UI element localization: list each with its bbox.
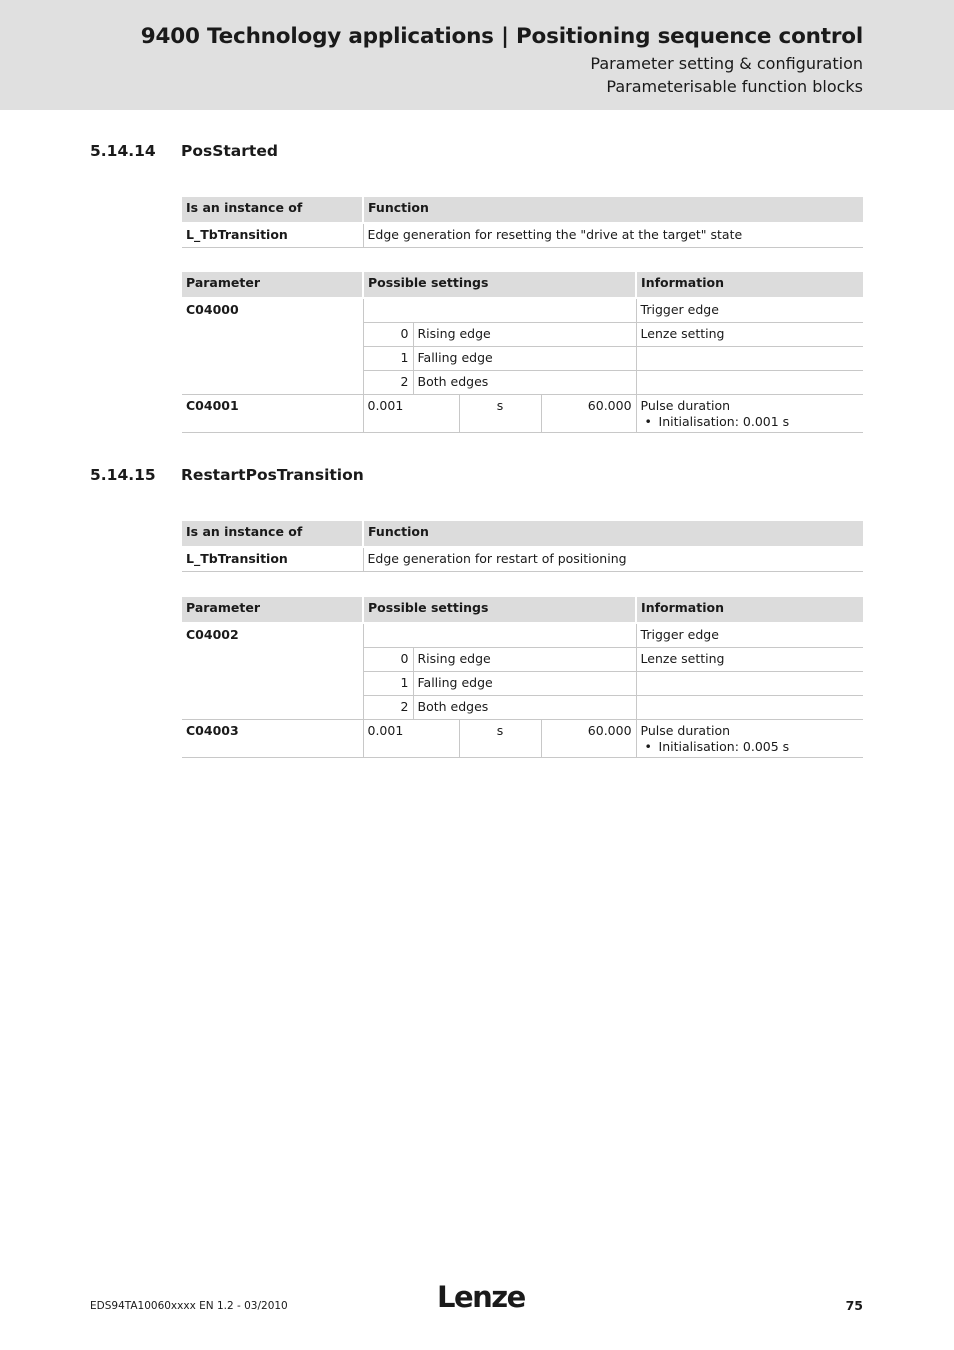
settings-header: Possible settings [363, 597, 636, 623]
info-cell [636, 720, 863, 758]
option-value: 0 [363, 323, 413, 347]
instance-table [182, 197, 863, 248]
instance-table [182, 521, 863, 572]
parameter-table [182, 597, 863, 758]
option-info: Lenze setting [636, 648, 863, 672]
option-label: Both edges [413, 371, 636, 395]
option-value: 2 [363, 696, 413, 720]
section-title: PosStarted [181, 142, 278, 160]
instance-header: Is an instance of [182, 197, 363, 223]
function-value: Edge generation for restart of positioning [363, 547, 863, 572]
parameter-spacer [182, 672, 363, 696]
info-cell: Trigger edge [636, 298, 863, 323]
option-value: 0 [363, 648, 413, 672]
page-number: 75 [845, 1298, 863, 1313]
page-subtitle-1: Parameter setting & configuration [590, 54, 863, 73]
option-label: Rising edge [413, 323, 636, 347]
parameter-spacer [182, 696, 363, 720]
info-cell: Trigger edge [636, 623, 863, 648]
option-info [636, 672, 863, 696]
info-bullet: • Initialisation: 0.005 s [641, 739, 860, 754]
function-header: Function [363, 197, 863, 223]
info-text: Pulse duration [640, 398, 731, 413]
settings-cell [363, 623, 636, 648]
information-header: Information [636, 597, 863, 623]
section-heading-restartpostransition [90, 466, 364, 484]
range-max: 60.000 [541, 720, 636, 758]
option-info: Lenze setting [636, 323, 863, 347]
range-unit: s [459, 395, 541, 433]
option-info [636, 696, 863, 720]
instance-header: Is an instance of [182, 521, 363, 547]
footer-doc-id: EDS94TA10060xxxx EN 1.2 - 03/2010 [90, 1300, 288, 1312]
parameter-spacer [182, 323, 363, 347]
option-label: Rising edge [413, 648, 636, 672]
lenze-logo: Lenze [437, 1280, 525, 1314]
info-bullet: • Initialisation: 0.001 s [641, 414, 860, 429]
parameter-code: C04003 [182, 720, 363, 758]
parameter-code: C04001 [182, 395, 363, 433]
section-number: 5.14.14 [90, 142, 156, 160]
function-header: Function [363, 521, 863, 547]
option-label: Falling edge [413, 672, 636, 696]
info-text: Pulse duration [640, 723, 731, 738]
function-value: Edge generation for resetting the "drive at the target" state [363, 223, 863, 248]
parameter-code: C04002 [186, 627, 239, 642]
page-subtitle-2: Parameterisable function blocks [606, 77, 863, 96]
settings-header: Possible settings [363, 272, 636, 298]
parameter-table [182, 272, 863, 433]
section-heading-posstarted [90, 142, 278, 160]
settings-cell [363, 298, 636, 323]
range-min: 0.001 [363, 395, 459, 433]
option-info [636, 371, 863, 395]
range-max: 60.000 [541, 395, 636, 433]
page-title: 9400 Technology applications | Positioning sequence control [140, 24, 863, 49]
page-header [0, 0, 954, 110]
option-value: 1 [363, 347, 413, 371]
instance-value: L_TbTransition [182, 547, 363, 572]
info-cell [636, 395, 863, 433]
information-header: Information [636, 272, 863, 298]
parameter-spacer [182, 347, 363, 371]
option-label: Both edges [413, 696, 636, 720]
parameter-spacer [182, 648, 363, 672]
range-unit: s [459, 720, 541, 758]
section-title: RestartPosTransition [181, 466, 364, 484]
option-label: Falling edge [413, 347, 636, 371]
parameter-spacer [182, 371, 363, 395]
option-value: 2 [363, 371, 413, 395]
option-info [636, 347, 863, 371]
instance-value: L_TbTransition [182, 223, 363, 248]
section-number: 5.14.15 [90, 466, 156, 484]
parameter-header: Parameter [182, 597, 363, 623]
parameter-header: Parameter [182, 272, 363, 298]
option-value: 1 [363, 672, 413, 696]
range-min: 0.001 [363, 720, 459, 758]
parameter-code: C04000 [186, 302, 239, 317]
